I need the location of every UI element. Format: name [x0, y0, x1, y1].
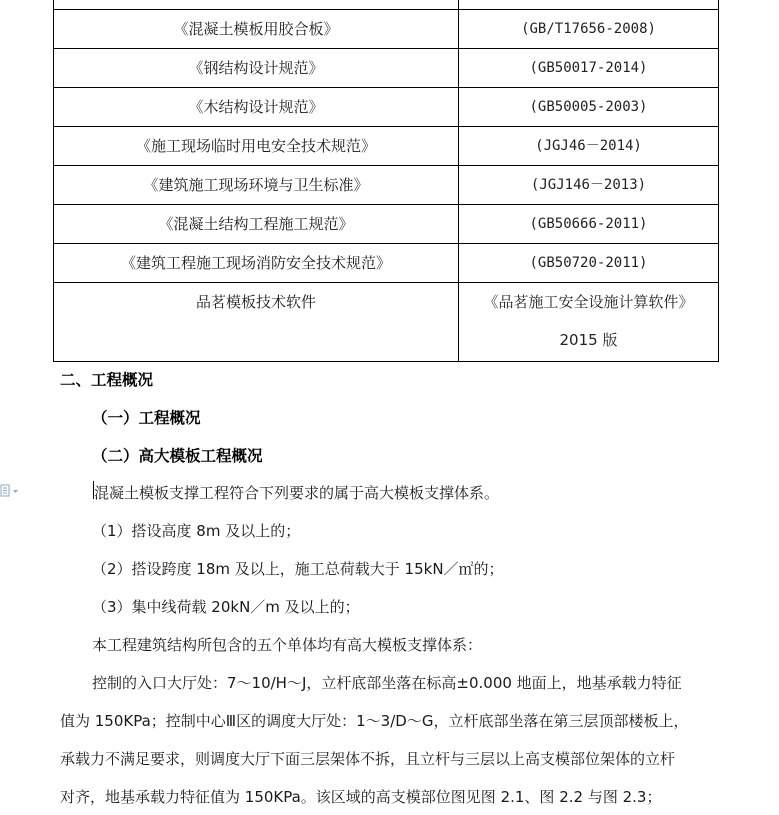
summary-paragraph: 本工程建筑结构所包含的五个单体均有高大模板支撑体系： [92, 636, 483, 654]
standard-code: (GB50017-2014) [459, 49, 719, 88]
body-line-2: 值为 150KPa；控制中心Ⅲ区的调度大厅处：1～3/D～G，立杆底部坐落在第三层顶部楼板上， [60, 712, 689, 730]
standard-code: (GB50666-2011) [459, 205, 719, 244]
standard-code: (GB/T17656-2008) [459, 10, 719, 49]
software-name [54, 283, 459, 362]
table-cell [459, 0, 719, 10]
intro-paragraph: 混凝土模板支撑工程符合下列要求的属于高大模板支撑体系。 [94, 484, 500, 502]
software-code-line1: 《品茗施工安全设施计算软件》 [483, 293, 694, 311]
table-cell [54, 0, 459, 10]
list-item-1: （1）搭设高度 8m 及以上的； [92, 522, 301, 540]
standard-name: 《建筑施工现场环境与卫生标准》 [54, 166, 459, 205]
standard-code: (GB50720-2011) [459, 244, 719, 283]
body-line-1: 控制的入口大厅处：7～10/H～J，立杆底部坐落在标高±0.000 地面上，地基承载力特征 [92, 674, 682, 692]
table-row [54, 10, 719, 49]
standard-name: 《建筑工程施工现场消防安全技术规范》 [54, 244, 459, 283]
standard-name: 《混凝土模板用胶合板》 [54, 10, 459, 49]
standard-name: 《混凝土结构工程施工规范》 [54, 205, 459, 244]
software-code [459, 283, 719, 362]
standard-code: (JGJ46－2014) [459, 127, 719, 166]
table-row [54, 205, 719, 244]
subsection-title-2: （二）高大模板工程概况 [92, 447, 263, 465]
list-item-2: （2）搭设跨度 18m 及以上，施工总荷载大于 15kN／㎡的； [92, 560, 504, 578]
table-row [54, 49, 719, 88]
list-item-3: （3）集中线荷载 20kN／m 及以上的； [92, 598, 360, 616]
section-title: 二、工程概况 [60, 371, 154, 389]
paragraph-options-icon[interactable] [0, 484, 20, 498]
software-name-text: 品茗模板技术软件 [195, 293, 316, 311]
table-row [54, 88, 719, 127]
standards-table [53, 0, 719, 362]
standard-name: 《钢结构设计规范》 [54, 49, 459, 88]
table-row [54, 127, 719, 166]
standard-name: 《木结构设计规范》 [54, 88, 459, 127]
body-line-3: 承载力不满足要求，则调度大厅下面三层架体不拆，且立杆与三层以上高支模部位架体的立杆 [60, 750, 676, 768]
body-line-4: 对齐，地基承载力特征值为 150KPa。该区域的高支模部位图见图 2.1、图 2.2 与图 2.3； [60, 788, 662, 806]
standard-code: (GB50005-2003) [459, 88, 719, 127]
standard-name: 《施工现场临时用电安全技术规范》 [54, 127, 459, 166]
table-row [54, 244, 719, 283]
standard-code: (JGJ146－2013) [459, 166, 719, 205]
table-row [54, 166, 719, 205]
subsection-title-1: （一）工程概况 [92, 409, 201, 427]
table-row [54, 0, 719, 10]
table-row [54, 283, 719, 362]
software-code-line2: 2015 版 [559, 331, 618, 349]
